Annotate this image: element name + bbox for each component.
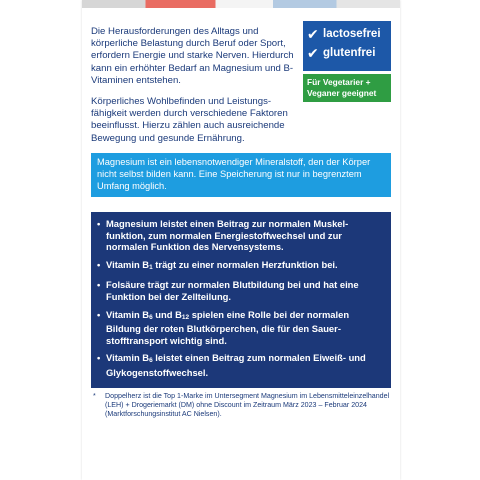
claim-item	[97, 309, 384, 347]
intro-text	[91, 26, 303, 154]
intro-paragraph-1: Die Herausforderungen des Alltags und körperliche Belastung durch Beruf oder Sport, erfordern Energie und starke Nerven. Hierdurch kann ein erhöhter Bedarf an Magnesium und B-Vitaminen entstehen.	[91, 26, 294, 86]
free-from-badge	[303, 21, 391, 71]
health-claims-box	[91, 212, 391, 388]
footnote-mark: *	[93, 392, 96, 400]
magnesium-info-box: Magnesium ist ein lebensnotwendiger Mineralstoff, den der Körper nicht selbst bilden kann. Eine Speicherung ist nur in begrenztem Umfang möglich.	[91, 153, 391, 197]
gluten-free-label: glutenfrei	[323, 47, 376, 59]
box-top-flap	[82, 0, 400, 8]
lactose-free-row	[307, 25, 387, 44]
claim-item	[97, 352, 384, 378]
claim-item	[97, 218, 384, 253]
footnote	[93, 392, 391, 419]
bullet-icon: •	[97, 352, 101, 364]
claim-text: Vitamin $B_1$ trägt zu einer normalen Herzfunktion bei.	[106, 258, 338, 271]
check-icon: ✔	[307, 26, 319, 42]
claim-item	[97, 279, 384, 302]
vegan-badge: Für Vegetarier + Veganer geeignet	[303, 74, 391, 102]
bullet-icon: •	[97, 258, 101, 270]
claim-text: Magnesium leistet einen Beitrag zur normalen Muskelfunktion, zum normalen Energiestoffwechsel und zur normalen Funktion des Nervensystems.	[106, 218, 349, 253]
claim-item	[97, 259, 384, 274]
claims-list	[97, 218, 384, 379]
gluten-free-row	[307, 44, 387, 63]
bullet-icon: •	[97, 308, 101, 320]
footnote-text: Doppelherz ist die Top 1-Marke im Untersegment Magnesium im Lebensmitteleinzelhandel (LEH) + Drogeriemarkt (DM) ohne Discount im Zeitraum März 2023 – Februar 2024 (Marktforschungsinstitut AC Nielsen).	[105, 392, 390, 418]
intro-paragraph-2: Körperliches Wohlbefinden und Leistungsfähigkeit werden durch verschiedene Faktoren beeinflusst. Hierzu zählen auch ausreichende Bewegung und gesunde Ernährung.	[91, 96, 288, 144]
claim-text: Folsäure trägt zur normalen Blutbildung bei und hat eine Funktion bei der Zellteilung.	[106, 279, 359, 302]
bullet-icon: •	[97, 279, 101, 291]
lactose-free-label: lactosefrei	[323, 28, 381, 40]
product-box-back	[82, 0, 400, 480]
bullet-icon: •	[97, 218, 101, 229]
claim-text: Vitamin $B_6$ und $B_{12}$ spielen eine Rolle bei der normalen Bildung der roten Blutkörperchen, die für den Sauerstofftransport wichtig sind.	[106, 308, 350, 346]
claim-text: Vitamin $B_6$ leistet einen Beitrag zum normalen Eiweiß- und Glykogenstoffwechsel.	[106, 352, 366, 378]
check-icon: ✔	[307, 45, 319, 61]
